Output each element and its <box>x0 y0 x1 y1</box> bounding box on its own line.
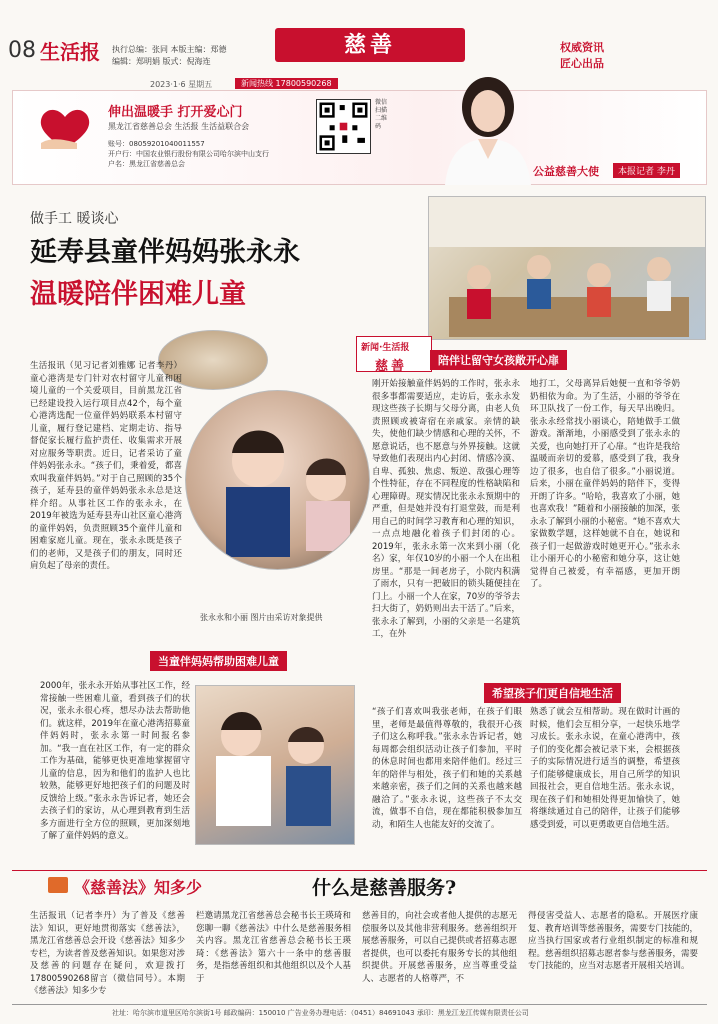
article-column-6: 熟悉了就会互相帮助。现在做时计画的时候，他们会互相分享，一起快乐地学习成长。张永永说，在童心港湾中，孩子们的变化都会被记录下来，会根据孩子的实际情况进行适当的调整，希望孩子们能够健康成长，用自己所学的知识回报社会，更自信地生活。张永永说，现在孩子们和她相处得更加愉快了，她将继续通过自己的陪伴，让孩子们能够感受到爱，可以更勇敢更自信地生活。 <box>530 707 680 830</box>
banner-org: 黑龙江省慈善总会 生活报 生活益联合会 <box>108 122 250 131</box>
article-column-5: “孩子们喜欢叫我张老师，在孩子们眼里，老师是最值得尊敬的，我很开心孩子们这么称呼我。”张永永告诉记者，她每周都会组织活动让孩子们参加，平时的休息时间也都用来陪伴他们。经过三年的陪伴与相处，孩子们和她的关系越来越亲密，孩子们之间的关系也越来越融洽了。”张永永说，这些孩子不太交流，做事不自信，现在都能积极参加互动，和陌生人也能友好的交流了。 <box>372 707 522 830</box>
page-header <box>0 0 718 89</box>
mother-child-illustration <box>186 391 370 570</box>
faq-column-2: 栏邀请黑龙江省慈善总会秘书长王瑛琦和您聊一聊《慈善法》中什么是慈善服务相关内容。黑龙江省慈善总会秘书长王瑛琦：《慈善法》第六十一条中的慈善服务，是指慈善组织和其他组织以及个人基于 <box>196 911 351 984</box>
faq-section-header <box>12 870 707 900</box>
subhead-1: 陪伴让留守女孩敞开心扉 <box>430 350 567 370</box>
paper-name: 生活报 <box>40 40 100 64</box>
classroom-illustration <box>429 197 706 340</box>
reporter-credit: 本报记者 李丹 <box>613 163 680 178</box>
slogan <box>560 40 604 72</box>
headline-main: 延寿县童伴妈妈张永永 <box>30 237 300 268</box>
staff-line-2: 编辑：郑明娟 版式：倪海连 <box>112 57 211 66</box>
faq-question: 什么是慈善服务? <box>312 877 457 899</box>
banner-title: 伸出温暖手 打开爱心门 <box>108 105 243 120</box>
faq-tag: 《慈善法》知多少 <box>74 878 203 897</box>
hotline-label: 新闻热线 <box>241 79 273 88</box>
subhead-2: 当童伴妈妈帮助困难儿童 <box>150 651 287 671</box>
headline-sub: 温暖陪伴困难儿童 <box>30 279 246 310</box>
column-logo <box>356 336 432 372</box>
slogan-line-2: 匠心出品 <box>560 57 604 70</box>
classroom-photo <box>428 196 706 340</box>
article-column-3: 地打工，父母离异后她便一直和爷爷奶奶相依为命。为了生活，小丽的爷爷在环卫队找了一份工作，每天早出晚归。张永永经常找小丽谈心，陪她做手工做游戏。渐渐地，小丽感受到了张永永的关爱，也向她打开了心扉。“也许是我给温暖而亲切的爱慕，感受到了我，我身边了很多，也自信了很多。”小丽说道。后来，小丽在童伴妈妈的陪伴下，变得开朗了许多。“哈哈，我喜欢了小丽，她也喜欢我！”随着和小丽接触的加深，张永永了解到小丽的小秘密。“她不喜欢大家做数学题，这样她就不自在，她说和孩子们一起做游戏时她更开心。”张永永让小丽开心的小秘密和她分享，这让她觉得自己被爱，有幸福感，更加开朗了。 <box>530 379 680 589</box>
slogan-line-1: 权威资讯 <box>560 41 604 54</box>
issue-date: 2023·1·6 星期五 <box>150 80 213 89</box>
faq-column-3: 慈善目的，向社会或者他人提供的志愿无偿服务以及其他非营利服务。慈善组织开展慈善服务，可以自己提供或者招募志愿者提供，也可以委托有服务专长的其他组织提供。开展慈善服务，应当尊重受益人、志愿者的人格尊严，不 <box>362 911 517 984</box>
account-holder: 户名：黑龙江省慈善总会 <box>108 160 185 168</box>
donation-banner <box>12 90 707 185</box>
hotline-number: 17800590268 <box>275 79 332 88</box>
photo-caption: 张永永和小丽 图片由采访对象提供 <box>200 613 323 622</box>
bank-branch: 开户行：中国农业银行股份有限公司哈尔滨中山支行 <box>108 150 269 158</box>
subhead-3: 希望孩子们更自信地生活 <box>484 683 621 703</box>
activity-illustration <box>196 686 355 845</box>
article-column-4: 2000年，张永永开始从事社区工作，经常接触一些困难儿童，看到孩子们的状况，张永永很心疼，想尽办法去帮助他们。就这样，2019年在童心港湾招募童伴妈妈时，张永永第一时间报名参加。“我一直在社区工作，有一定的群众工作为基础，能够更快更准地掌握留守儿童的信息，因为和他们的监护人也比较熟，能够更好地把孩子们的问题及时反馈给上级。”张永永告诉记者，她还会去孩子们的家访，从心理到教育到生活多方面进行全方位的照顾，更加深刻地了解了童伴妈妈的意义。 <box>40 681 190 841</box>
faq-column-4: 得侵害受益人、志愿者的隐私。开展医疗康复、教育培训等慈善服务，需要专门技能的，应当执行国家或者行业组织制定的标准和规程。慈善组织招募志愿者参与慈善服务，需要专门技能的，应当对志愿者开展相关培训。 <box>528 911 698 971</box>
page-footer: 社址：哈尔滨市道里区哈尔滨街1号 邮政编码：150010 广告业务办理电话：（0451）84691043 承印：黑龙江龙江传媒有限责任公司 <box>12 1004 707 1020</box>
heart-hand-icon <box>33 103 97 153</box>
bank-info <box>108 139 269 169</box>
mother-child-photo <box>185 390 370 570</box>
article-column-1: 生活报讯（见习记者刘雅娜 记者李丹）童心港湾是专门针对农村留守儿童和困境儿童的一个关爱项目，目前黑龙江省已经建设投入运行项目点42个，每个童心港湾选配一位童伴妈妈联系本村留守儿童，履行登记建档、定期走访、指导督促家长履行监护责任、收集需求开展对应服务等职责。近日，记者采访了童伴妈妈张永永。“孩子们，秉着爱，都喜欢叫我童伴妈妈。”对于自己照顾的35个孩子，延寿县的童伴妈妈张永永总是这样介绍。从事社区工作的张永永，在2019年被选为延寿县寿山社区童心港湾的童伴妈妈，负责照顾35个童伴儿童和困难家庭儿童。现在，张永永既是孩子们的老师，又是孩子们的朋友，同时还肩负起了母亲的责任。 <box>30 361 182 571</box>
book-icon <box>48 877 68 893</box>
faq-column-1: 生活报讯（记者李丹）为了普及《慈善法》知识，更好地贯彻落实《慈善法》，黑龙江省慈善总会开设《慈善法》知多少专栏，为读者普及慈善知识。如果您对涉及慈善的问题存在疑问，欢迎拨打17800590268留言（微信同号）。本期《慈善法》知多少专 <box>30 911 185 996</box>
staff-credits <box>112 44 227 68</box>
column-name: 公益慈善大使 <box>533 165 599 178</box>
logo-main-text: 慈善 <box>375 359 408 374</box>
qr-code[interactable] <box>316 99 371 154</box>
staff-line-1: 执行总编：张同 本版主编：郑德 <box>112 45 227 54</box>
article-column-2: 刚开始接触童伴妈妈的工作时，张永永很多事都需要适应，走访后，张永永发现这些孩子长期与父母分离，由老人负责照顾或被寄宿在亲戚家。亲情的缺失，使他们缺少情感和心理的关怀，不愿意说话，也不愿意与外界接触。这就导致他们表现出内心封闭、情感冷漠、自卑、孤独、焦虑、叛逆、敌强心理等个性特征，存在不同程度的性格缺陷和心理障碍。现实情况比张永永预期中的严重，但是她并没有打退堂鼓，而是利用自己的时间学习教育和心理的知识，一点点地融化着孩子们封闭的心。2019年，张永永第一次来到小丽（化名）家，年仅10岁的小丽一个人在出租房里。“那是一间老房子，小院内积满了雨水，只有一把破旧的锁头随便挂在门上。小丽一个人在家，70岁的爷爷去扫大街了，奶奶则出去干活了。”后来，张永永了解到，小丽的父亲是一名建筑工，在外 <box>372 379 520 639</box>
page-number: 08 <box>8 38 36 63</box>
bank-account: 账号：08059201040011557 <box>108 140 205 148</box>
article-kicker: 做手工 暖谈心 <box>30 211 119 227</box>
activity-photo <box>195 685 355 845</box>
news-hotline <box>235 78 338 89</box>
section-title: 慈善 <box>275 28 465 62</box>
qr-caption: 微信扫描二维码 <box>375 99 388 130</box>
logo-top-text: 新闻·生活报 <box>361 343 410 353</box>
